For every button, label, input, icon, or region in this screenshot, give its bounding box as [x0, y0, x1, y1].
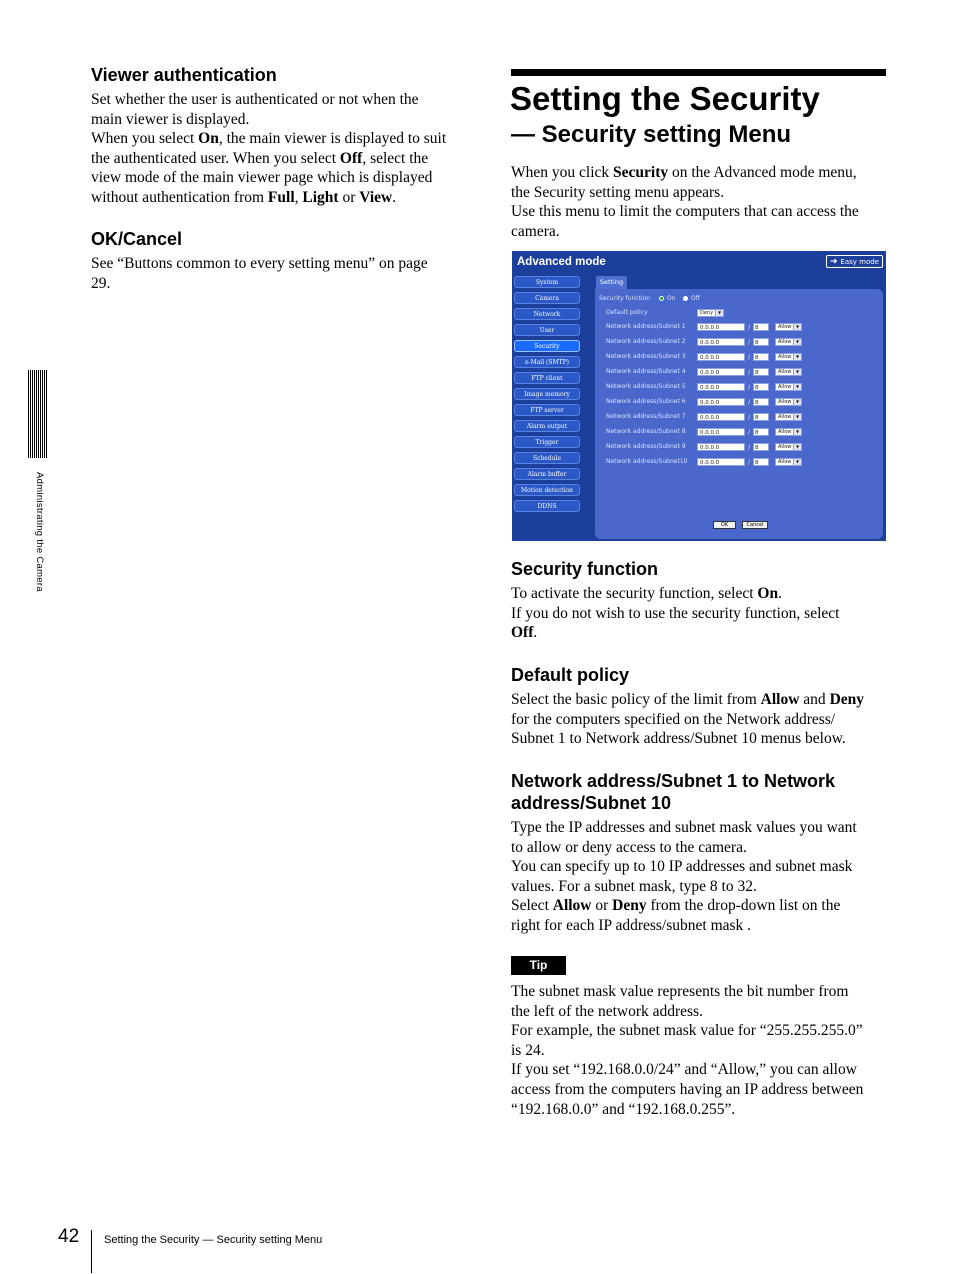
network-address-input[interactable]: 0.0.0.0: [697, 443, 745, 451]
nav-item-security[interactable]: Security: [514, 340, 580, 352]
arrow-right-icon: ➜: [830, 257, 838, 267]
allow-deny-select[interactable]: Allow ▼: [775, 428, 802, 436]
subnet-row-label: Network address/Subnet 4: [606, 368, 686, 375]
subnet-row-label: Network address/Subnet 5: [606, 383, 686, 390]
viewer-auth-text: Set whether the user is authenticated or not when the main viewer is displayed. When you select On, the main viewer is displayed to suit the authenticated user. When you select Off, select the view mode of the main viewer page which is displayed without authentication from Full, Light or View.: [91, 91, 447, 206]
allow-deny-select[interactable]: Allow ▼: [775, 353, 802, 361]
subnet-mask-input[interactable]: 8: [753, 443, 769, 451]
network-address-input[interactable]: 0.0.0.0: [697, 353, 745, 361]
slash-separator: /: [748, 368, 751, 376]
subnet-mask-input[interactable]: 8: [753, 458, 769, 466]
chevron-down-icon: ▼: [793, 414, 801, 420]
chevron-down-icon: ▼: [793, 384, 801, 390]
tip-text: The subnet mask value represents the bit number from the left of the network address. For example, the subnet mask value for “255.255.255.0” is 24. If you set “192.168.0.0/24” and “Allow,” you can allow access from the computers having an IP address between “192.168.0.0” and “192.168.0.255”.: [511, 983, 864, 1118]
slash-separator: /: [748, 398, 751, 406]
chevron-down-icon: ▼: [793, 339, 801, 345]
security-menu-screenshot: [512, 251, 886, 541]
chevron-down-icon: ▼: [793, 369, 801, 375]
slash-separator: /: [748, 443, 751, 451]
subnet-row-label: Network address/Subnet 6: [606, 398, 686, 405]
chevron-down-icon: ▼: [715, 310, 723, 316]
subnet-row-label: Network address/Subnet 3: [606, 353, 686, 360]
subnet-mask-input[interactable]: 8: [753, 383, 769, 391]
chevron-down-icon: ▼: [793, 354, 801, 360]
security-on-label: On: [667, 295, 676, 302]
network-address-input[interactable]: 0.0.0.0: [697, 428, 745, 436]
security-off-label: Off: [691, 295, 700, 302]
slash-separator: /: [748, 428, 751, 436]
subnet-mask-input[interactable]: 8: [753, 398, 769, 406]
chevron-down-icon: ▼: [793, 324, 801, 330]
nav-item-image-memory[interactable]: Image memory: [514, 388, 580, 400]
security-on-radio[interactable]: [659, 296, 664, 301]
ok-button[interactable]: OK: [713, 521, 736, 529]
title-rule: [511, 69, 886, 76]
nav-item-schedule[interactable]: Schedule: [514, 452, 580, 464]
tab-setting[interactable]: Setting: [596, 276, 627, 289]
network-subnet-text: Type the IP addresses and subnet mask values you want to allow or deny access to the camera. You can specify up to 10 IP addresses and subnet mask values. For a subnet mask, type 8 to 32. Select Allow or Deny from the drop-down list on the right for each IP address/subnet mask .: [511, 819, 857, 934]
subnet-row-label: Network address/Subnet 1: [606, 323, 686, 330]
subnet-mask-input[interactable]: 8: [753, 323, 769, 331]
subnet-mask-input[interactable]: 8: [753, 413, 769, 421]
slash-separator: /: [748, 338, 751, 346]
security-function-label: Security function: [599, 295, 651, 302]
ok-cancel-heading: OK/Cancel: [91, 229, 183, 249]
allow-deny-select[interactable]: Allow ▼: [775, 443, 802, 451]
chevron-down-icon: ▼: [793, 444, 801, 450]
nav-item-motion-detection[interactable]: Motion detection: [514, 484, 580, 496]
chevron-down-icon: ▼: [793, 399, 801, 405]
network-address-input[interactable]: 0.0.0.0: [697, 383, 745, 391]
subnet-mask-input[interactable]: 8: [753, 428, 769, 436]
subnet-mask-input[interactable]: 8: [753, 338, 769, 346]
ok-cancel-text: See “Buttons common to every setting menu” on page 29.: [91, 255, 428, 292]
slash-separator: /: [748, 413, 751, 421]
intro-text: When you click Security on the Advanced mode menu, the Security setting menu appears. Use this menu to limit the computers that can access the camera.: [511, 164, 859, 240]
default-policy-heading: Default policy: [511, 665, 630, 685]
security-function-text: To activate the security function, select On. If you do not wish to use the security function, select Off.: [511, 585, 840, 642]
advanced-mode-title: Advanced mode: [517, 256, 606, 268]
default-policy-select[interactable]: Deny ▼: [697, 309, 724, 317]
allow-deny-select[interactable]: Allow ▼: [775, 368, 802, 376]
default-policy-label: Default policy: [606, 309, 648, 316]
nav-item-ddns[interactable]: DDNS: [514, 500, 580, 512]
nav-item-alarm-buffer[interactable]: Alarm buffer: [514, 468, 580, 480]
allow-deny-select[interactable]: Allow ▼: [775, 398, 802, 406]
allow-deny-select[interactable]: Allow ▼: [775, 413, 802, 421]
allow-deny-select[interactable]: Allow ▼: [775, 323, 802, 331]
nav-item-ftp-client[interactable]: FTP client: [514, 372, 580, 384]
network-address-input[interactable]: 0.0.0.0: [697, 458, 745, 466]
side-tab-label: Administrating the Camera: [34, 472, 45, 592]
subnet-mask-input[interactable]: 8: [753, 368, 769, 376]
slash-separator: /: [748, 323, 751, 331]
nav-item-e-mail-smtp[interactable]: e-Mail (SMTP): [514, 356, 580, 368]
tip-badge: Tip: [511, 956, 566, 975]
subnet-row-label: Network address/Subnet 9: [606, 443, 686, 450]
network-address-input[interactable]: 0.0.0.0: [697, 413, 745, 421]
subnet-row-label: Network address/Subnet 8: [606, 428, 686, 435]
security-function-heading: Security function: [511, 559, 659, 579]
viewer-auth-heading: Viewer authentication: [91, 65, 277, 85]
network-address-input[interactable]: 0.0.0.0: [697, 323, 745, 331]
allow-deny-select[interactable]: Allow ▼: [775, 338, 802, 346]
page-number: 42: [58, 1226, 80, 1247]
page-title: Setting the Security: [510, 80, 820, 117]
allow-deny-select[interactable]: Allow ▼: [775, 383, 802, 391]
nav-item-camera[interactable]: Camera: [514, 292, 580, 304]
network-address-input[interactable]: 0.0.0.0: [697, 398, 745, 406]
nav-item-ftp-server[interactable]: FTP server: [514, 404, 580, 416]
slash-separator: /: [748, 383, 751, 391]
subnet-row-label: Network address/Subnet 7: [606, 413, 686, 420]
setting-panel: [595, 289, 883, 539]
nav-item-network[interactable]: Network: [514, 308, 580, 320]
side-tab-marker: [28, 370, 47, 458]
chevron-down-icon: ▼: [793, 459, 801, 465]
slash-separator: /: [748, 458, 751, 466]
footer-divider: [91, 1230, 92, 1273]
cancel-button[interactable]: Cancel: [742, 521, 768, 529]
nav-item-user[interactable]: User: [514, 324, 580, 336]
subnet-row-label: Network address/Subnet10: [606, 458, 688, 465]
footer-running-title: Setting the Security — Security setting Menu: [104, 1234, 323, 1246]
subnet-mask-input[interactable]: 8: [753, 353, 769, 361]
network-subnet-heading: Network address/Subnet 1 to Network address/Subnet 10: [511, 771, 836, 813]
allow-deny-select[interactable]: Allow ▼: [775, 458, 802, 466]
easy-mode-button[interactable]: ➜ Easy mode: [826, 255, 883, 268]
nav-item-alarm-output[interactable]: Alarm output: [514, 420, 580, 432]
nav-item-trigger[interactable]: Trigger: [514, 436, 580, 448]
network-address-input[interactable]: 0.0.0.0: [697, 368, 745, 376]
network-address-input[interactable]: 0.0.0.0: [697, 338, 745, 346]
page-subtitle: — Security setting Menu: [511, 121, 792, 148]
security-off-radio[interactable]: [683, 296, 688, 301]
slash-separator: /: [748, 353, 751, 361]
default-policy-text: Select the basic policy of the limit from Allow and Deny for the computers specified on the Network address/ Subnet 1 to Network address/Subnet 10 menus below.: [511, 691, 865, 748]
subnet-row-label: Network address/Subnet 2: [606, 338, 686, 345]
chevron-down-icon: ▼: [793, 429, 801, 435]
nav-item-system[interactable]: System: [514, 276, 580, 288]
